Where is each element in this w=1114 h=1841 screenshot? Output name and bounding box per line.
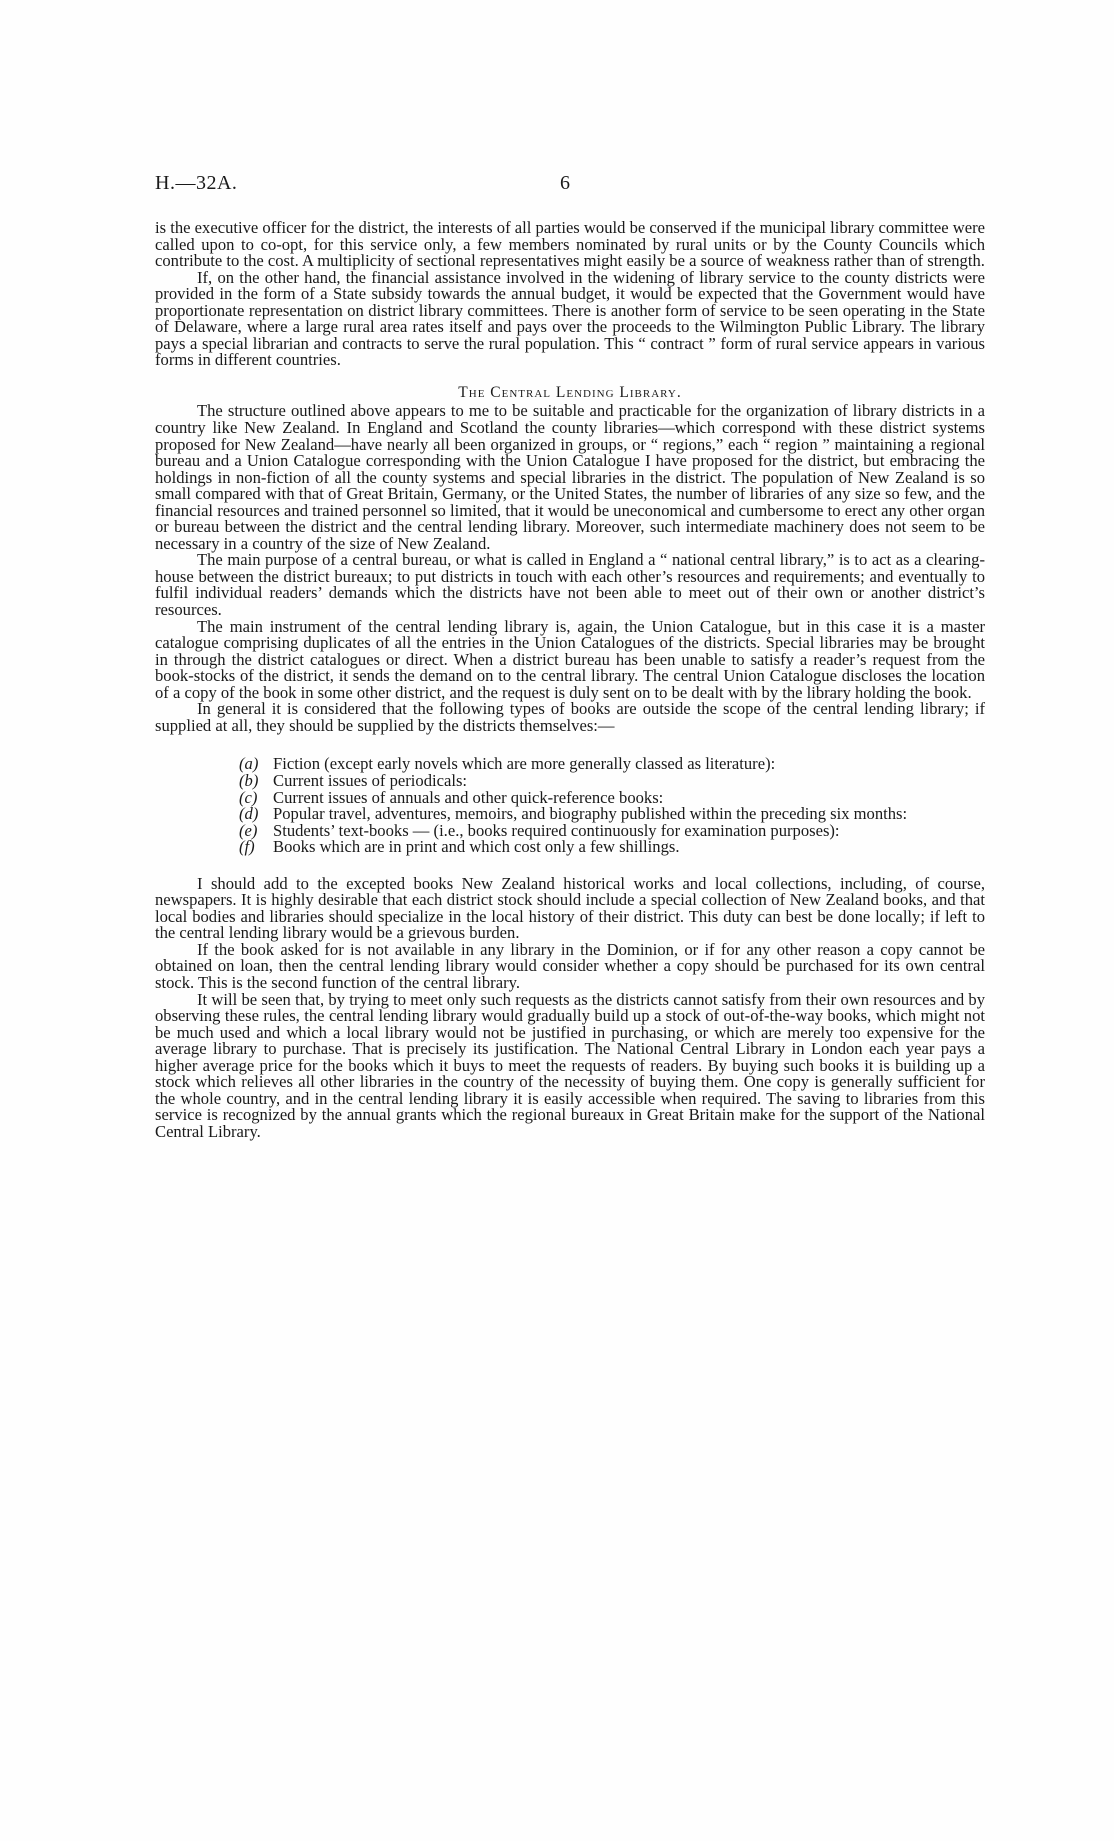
list-item-label: (d) xyxy=(239,804,259,824)
list-item-text: Fiction (except early novels which are more generally classed as literature): xyxy=(273,754,776,774)
list-item-label: (f) xyxy=(239,837,255,857)
list-item-label: (e) xyxy=(239,820,258,840)
list-item-label: (c) xyxy=(239,787,258,807)
document-body xyxy=(155,220,985,1140)
list-item-label: (b) xyxy=(239,770,259,790)
paragraph: If, on the other hand, the financial assistance involved in the widening of library service to the county districts were provided in the form of a State subsidy towards the annual budget, it would be expected that the Government would have proportionate representation on district library committees. There is another form of service to be seen operating in the State of Delaware, where a large rural area rates itself and pays over the proceeds to the Wilmington Public Library. The library pays a special librarian and contracts to serve the rural population. This “ contract ” form of rural service appears in various forms in different countries. xyxy=(155,267,985,370)
paragraph: The structure outlined above appears to me to be suitable and practicable for the organization of library districts in a country like New Zealand. In England and Scotland the county libraries—which correspond with these district systems proposed for New Zealand—have nearly all been organized in groups, or “ regions,” each “ region ” maintaining a regional bureau and a Union Catalogue corresponding with the Union Catalogue I have proposed for the district, but embracing the holdings in non-fiction of all the county systems and special libraries in the district. The population of New Zealand is so small compared with that of Great Britain, Germany, or the United States, the number of libraries of any size so few, and the financial resources and trained personnel so limited, that it would be uneconomical and cumbersome to erect any other organ or bureau between the district and the central lending library. Moreover, such intermediate machinery does not seem to be necessary in a country of the size of New Zealand. xyxy=(155,401,985,553)
list-item xyxy=(239,839,985,856)
excluded-books-list xyxy=(239,756,985,855)
paragraph: It will be seen that, by trying to meet only such requests as the districts cannot satisfy from their own resources and by observing these rules, the central lending library would gradually build up a stock of out-of-the-way books, which might not be much used and which a local library would not be justified in purchasing, or which are merely too expensive for the average library to purchase. That is precisely its justification. The National Central Library in London each year pays a higher average price for the books which it buys to meet the requests of readers. By buying such books it is building up a stock which relieves all other libraries in the country of the necessity of buying them. One copy is generally sufficient for the whole country, and in the central lending library it is easily accessible when required. The saving to libraries from this service is recognized by the annual grants which the regional bureaux in Great Britain make for the support of the National Central Library. xyxy=(155,989,985,1141)
list-item-text: Students’ text-books — (i.e., books required continuously for examination purposes): xyxy=(273,820,840,840)
list-item-label: (a) xyxy=(239,754,259,774)
paragraph: is the executive officer for the district, the interests of all parties would be conserved if the municipal library committee were called upon to co-opt, for this service only, a few members nominated by rural units or by the County Councils which contribute to the cost. A multiplicity of sectional representatives might easily be a source of weakness rather than of strength. xyxy=(155,218,985,271)
list-item-text: Popular travel, adventures, memoirs, and biography published within the preceding six months: xyxy=(273,804,908,824)
paragraph: The main purpose of a central bureau, or what is called in England a “ national central library,” is to act as a clearing-house between the district bureaux; to put districts in touch with each other’s resources and requirements; and eventually to fulfil individual readers’ demands which the districts have not been able to meet out of their own or another district’s resources. xyxy=(155,550,985,620)
section-heading: The Central Lending Library. xyxy=(458,383,682,401)
list-item-text: Current issues of annuals and other quick-reference books: xyxy=(273,787,664,807)
page-header xyxy=(155,172,985,198)
list-item-text: Books which are in print and which cost only a few shillings. xyxy=(273,837,680,857)
paragraph: If the book asked for is not available in any library in the Dominion, or if for any other reason a copy cannot be obtained on loan, then the central lending library would consider whether a copy should be purchased for its own central stock. This is the second function of the central library. xyxy=(155,939,985,992)
paragraph: I should add to the excepted books New Zealand historical works and local collections, including, of course, newspapers. It is highly desirable that each district stock should include a special collection of New Zealand books, and that local bodies and libraries should specialize in the local history of their district. This duty can best be done locally; if left to the central lending library would be a grievous burden. xyxy=(155,873,985,943)
paragraph: The main instrument of the central lending library is, again, the Union Catalogue, but in this case it is a master catalogue comprising duplicates of all the entries in the Union Catalogues of the districts. Special libraries may be brought in through the district catalogues or direct. When a district bureau has been unable to satisfy a reader’s request from the book-stocks of the district, it sends the demand on to the central library. The central Union Catalogue discloses the location of a copy of the book in some other district, and the request is duly sent on to be dealt with by the library holding the book. xyxy=(155,616,985,702)
page-number: 6 xyxy=(560,172,570,194)
paragraph: In general it is considered that the following types of books are outside the scope of the central lending library; if supplied at all, they should be supplied by the districts themselves:— xyxy=(155,699,985,735)
page-reference: H.—32A. xyxy=(155,172,238,194)
list-item-text: Current issues of periodicals: xyxy=(273,770,468,790)
